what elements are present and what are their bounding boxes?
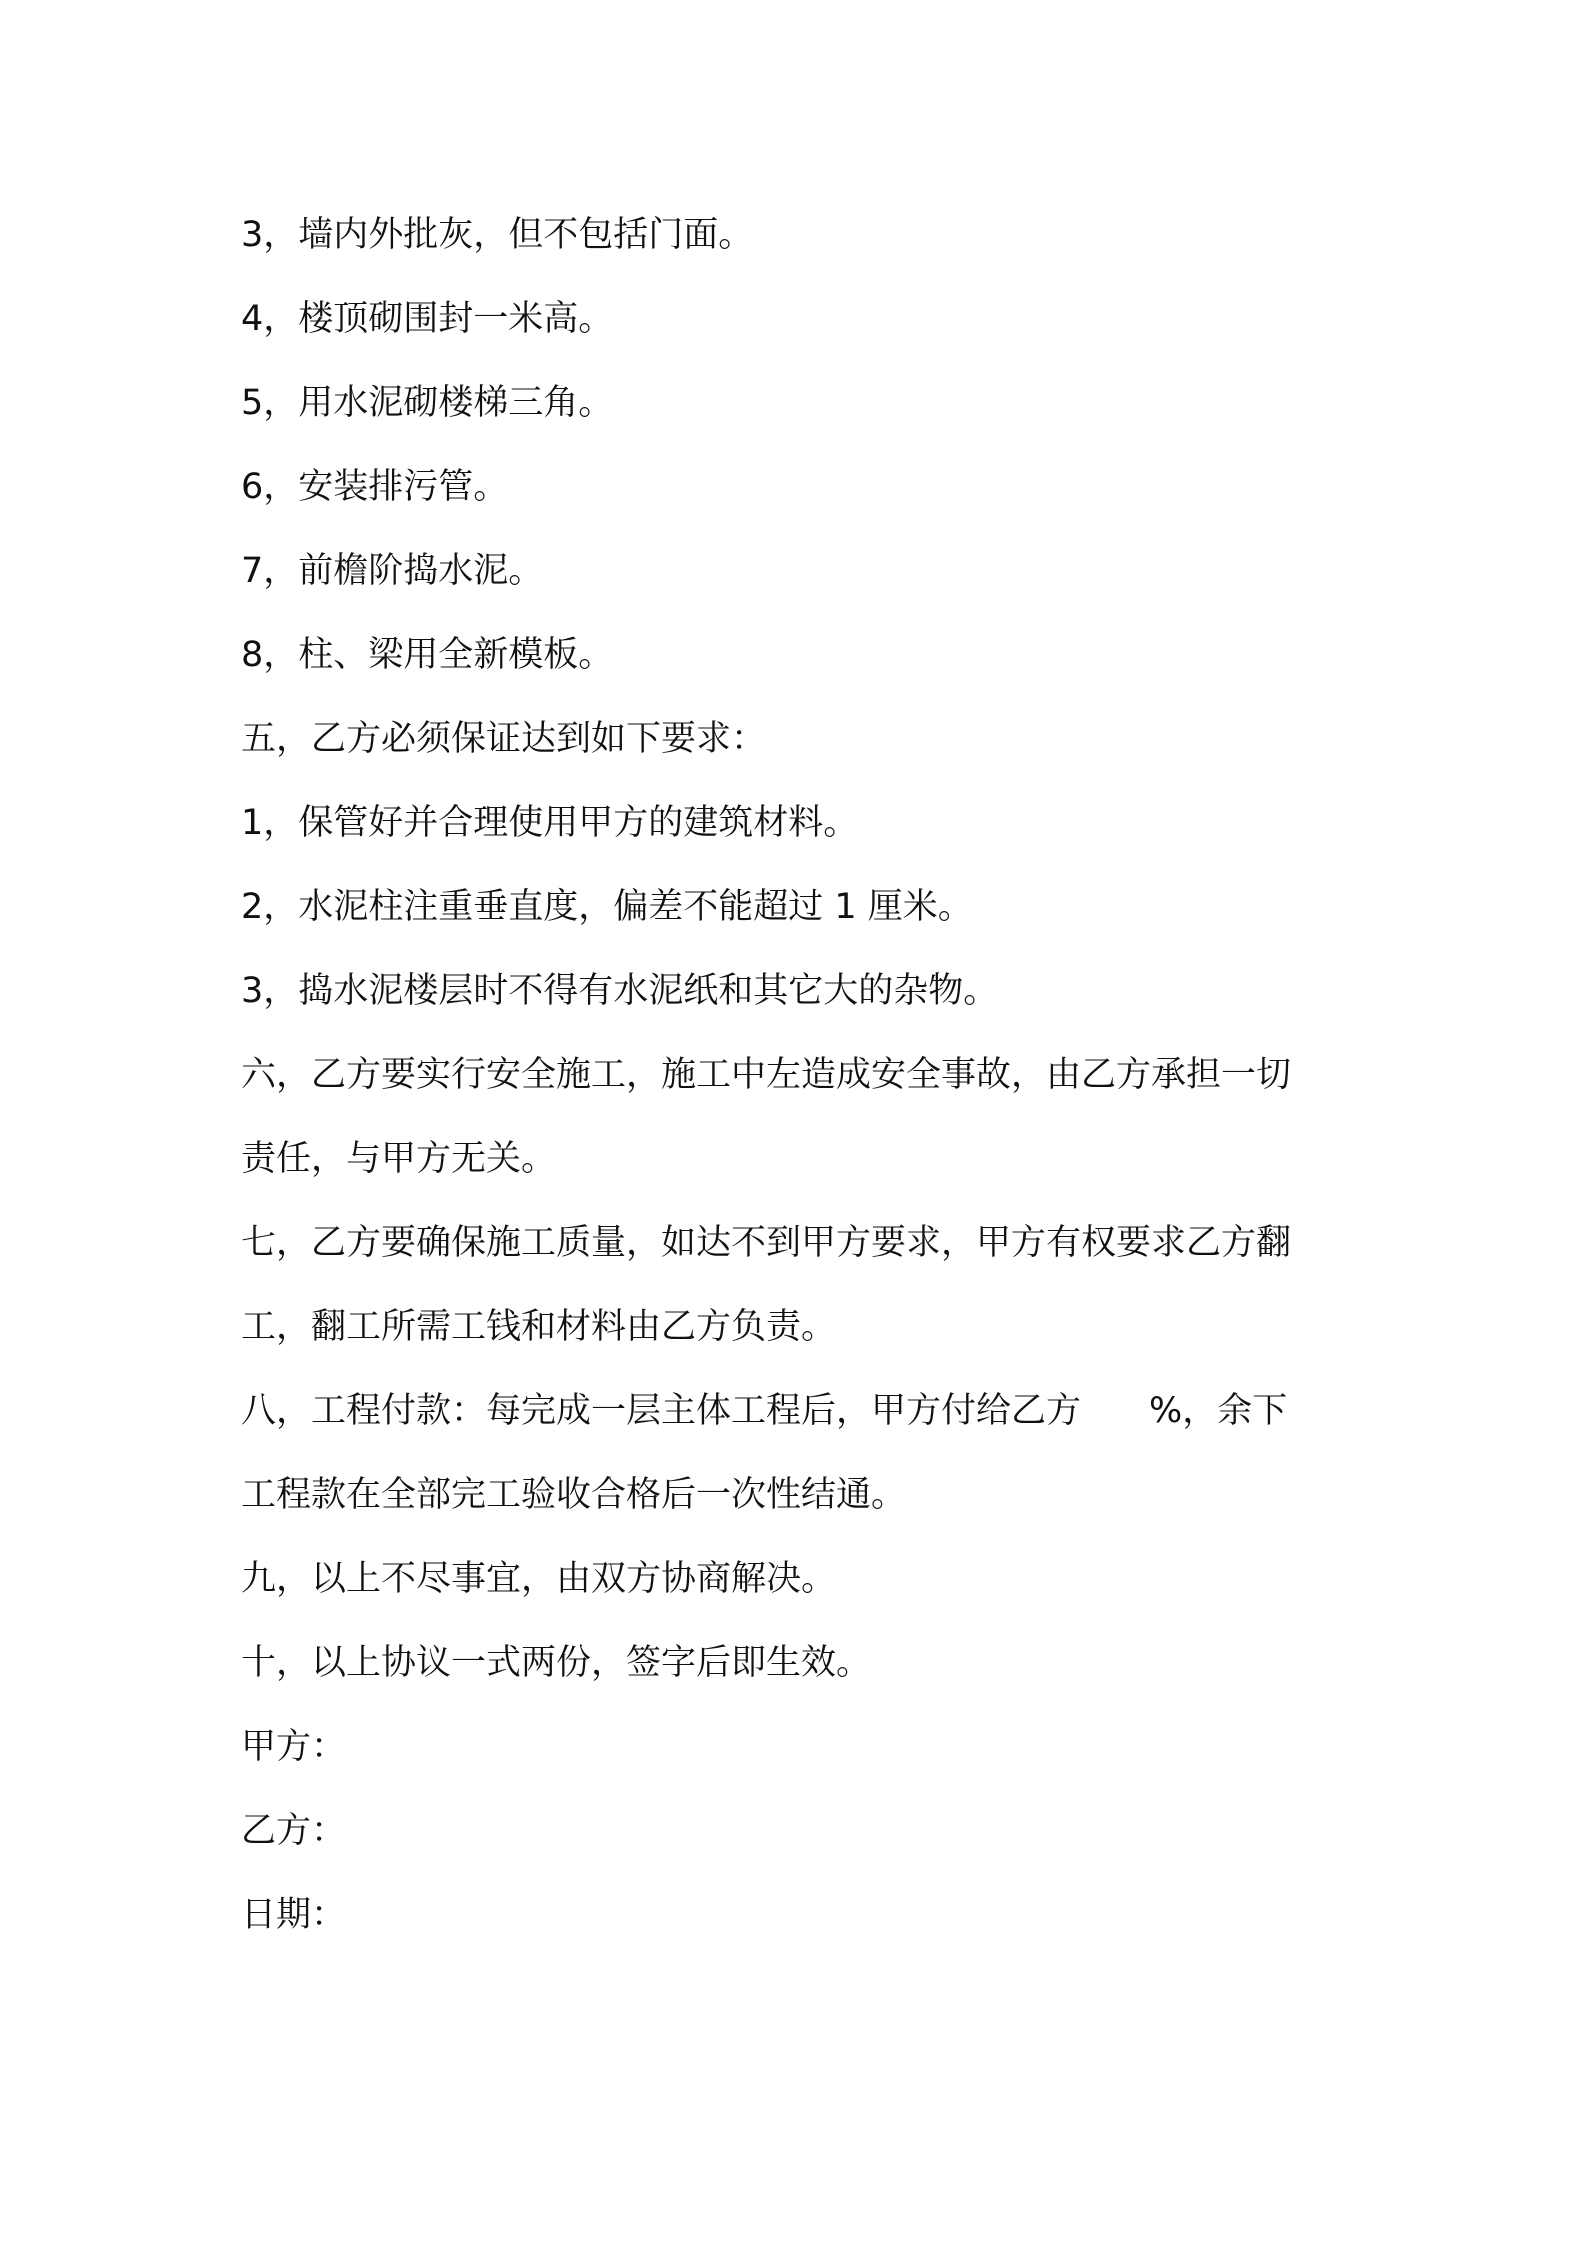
clause-line: 4，楼顶砌围封一米高。 — [241, 299, 614, 339]
section-7-line-2: 工，翻工所需工钱和材料由乙方负责。 — [241, 1307, 837, 1347]
section-6-line-2: 责任，与甲方无关。 — [241, 1139, 557, 1179]
date-label: 日期： — [241, 1895, 347, 1935]
clause-line: 3，捣水泥楼层时不得有水泥纸和其它大的杂物。 — [241, 971, 999, 1011]
clause-line: 5，用水泥砌楼梯三角。 — [241, 383, 614, 423]
clause-line: 8，柱、梁用全新模板。 — [241, 635, 614, 675]
party-b-signature-label: 乙方： — [241, 1811, 347, 1851]
clause-line: 2，水泥柱注重垂直度，偏差不能超过 1 厘米。 — [241, 887, 973, 927]
payment-clause-text: 八，工程付款：每完成一层主体工程后，甲方付给乙方 — [241, 1391, 1082, 1431]
section-10: 十，以上协议一式两份，签字后即生效。 — [241, 1643, 872, 1683]
clause-line: 3，墙内外批灰，但不包括门面。 — [241, 215, 754, 255]
party-a-signature-label: 甲方： — [241, 1727, 347, 1767]
clause-line: 6，安装排污管。 — [241, 467, 509, 507]
section-8-line-2: 工程款在全部完工验收合格后一次性结通。 — [241, 1475, 907, 1515]
clause-line: 7，前檐阶捣水泥。 — [241, 551, 544, 591]
document-body — [241, 193, 1361, 1957]
payment-clause-percent: %，余下 — [1149, 1391, 1288, 1431]
section-7-line-1: 七，乙方要确保施工质量，如达不到甲方要求，甲方有权要求乙方翻 — [241, 1223, 1292, 1263]
section-heading-5: 五，乙方必须保证达到如下要求： — [241, 719, 767, 759]
section-8-line-1 — [241, 1369, 1361, 1453]
clause-line: 1，保管好并合理使用甲方的建筑材料。 — [241, 803, 859, 843]
section-6-line-1: 六，乙方要实行安全施工，施工中左造成安全事故，由乙方承担一切 — [241, 1055, 1292, 1095]
section-9: 九，以上不尽事宜，由双方协商解决。 — [241, 1559, 837, 1599]
